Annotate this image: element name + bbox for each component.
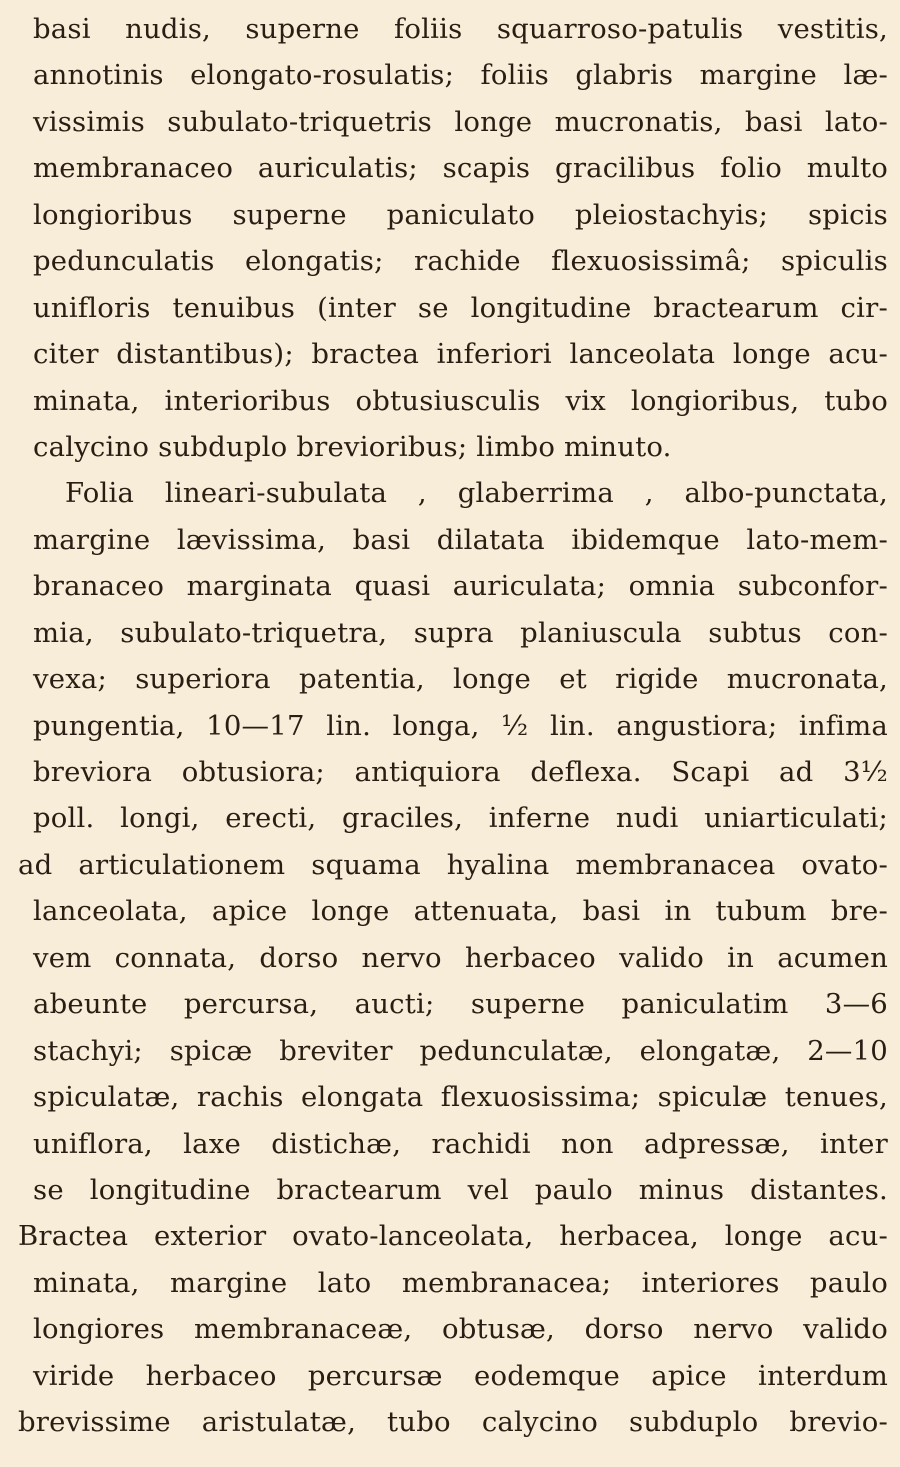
text-line: brevissime aristulatæ, tubo calycino subduplo brevio-	[18, 1406, 888, 1439]
text-line: stachyi; spicæ breviter pedunculatæ, elongatæ, 2—10	[33, 1034, 888, 1067]
text-line: longiores membranaceæ, obtusæ, dorso nervo valido	[33, 1313, 888, 1346]
text-line: uniflora, laxe distichæ, rachidi non adpressæ, inter	[33, 1127, 888, 1160]
text-line: poll. longi, erecti, graciles, inferne nudi uniarticulati;	[33, 802, 888, 835]
text-line: vexa; superiora patentia, longe et rigide mucronata,	[33, 663, 888, 696]
text-line: mia, subulato-triquetra, supra planiuscula subtus con-	[33, 616, 888, 649]
text-line: viride herbaceo percursæ eodemque apice interdum	[33, 1359, 888, 1392]
text-line: Bractea exterior ovato-lanceolata, herbacea, longe acu-	[18, 1220, 888, 1253]
text-line: vissimis subulato-triquetris longe mucronatis, basi lato-	[33, 105, 888, 138]
text-line: spiculatæ, rachis elongata flexuosissima; spiculæ tenues,	[33, 1081, 888, 1114]
text-line: breviora obtusiora; antiquiora deflexa. Scapi ad 3¹⁄₂	[33, 756, 888, 788]
text-line: branaceo marginata quasi auriculata; omnia subconfor-	[33, 570, 888, 603]
text-line: annotinis elongato-rosulatis; foliis glabris margine læ-	[33, 59, 888, 92]
text-line: pedunculatis elongatis; rachide flexuosissimâ; spiculis	[33, 245, 888, 278]
text-line: pungentia, 10—17 lin. longa, ¹⁄₂ lin. angustiora; infima	[33, 709, 888, 742]
text-line: basi nudis, superne foliis squarroso-patulis vestitis,	[33, 13, 888, 45]
text-line: calycino subduplo brevioribus; limbo minuto.	[33, 430, 672, 463]
text-line: Folia lineari-subulata , glaberrima , albo-punctata,	[65, 477, 888, 510]
text-line: membranaceo auriculatis; scapis gracilibus folio multo	[33, 152, 888, 185]
text-line: lanceolata, apice longe attenuata, basi in tubum bre-	[33, 895, 888, 928]
text-line: citer distantibus); bractea inferiori lanceolata longe acu-	[33, 338, 888, 371]
text-line: vem connata, dorso nervo herbaceo valido in acumen	[33, 941, 888, 974]
text-line: margine lævissima, basi dilatata ibidemque lato-mem-	[33, 523, 888, 556]
text-line: ad articulationem squama hyalina membranacea ovato-	[18, 848, 888, 881]
text-line: abeunte percursa, aucti; superne paniculatim 3—6	[33, 988, 888, 1021]
text-line: minata, margine lato membranacea; interiores paulo	[33, 1266, 888, 1299]
text-line: se longitudine bractearum vel paulo minus distantes.	[33, 1173, 888, 1206]
diagnosis-paragraph	[33, 6, 888, 470]
text-line: longioribus superne paniculato pleiostachyis; spicis	[33, 198, 888, 231]
text-line: minata, interioribus obtusiusculis vix longioribus, tubo	[33, 384, 888, 417]
text-line: unifloris tenuibus (inter se longitudine bractearum cir-	[33, 291, 888, 324]
description-paragraph	[18, 470, 888, 1445]
